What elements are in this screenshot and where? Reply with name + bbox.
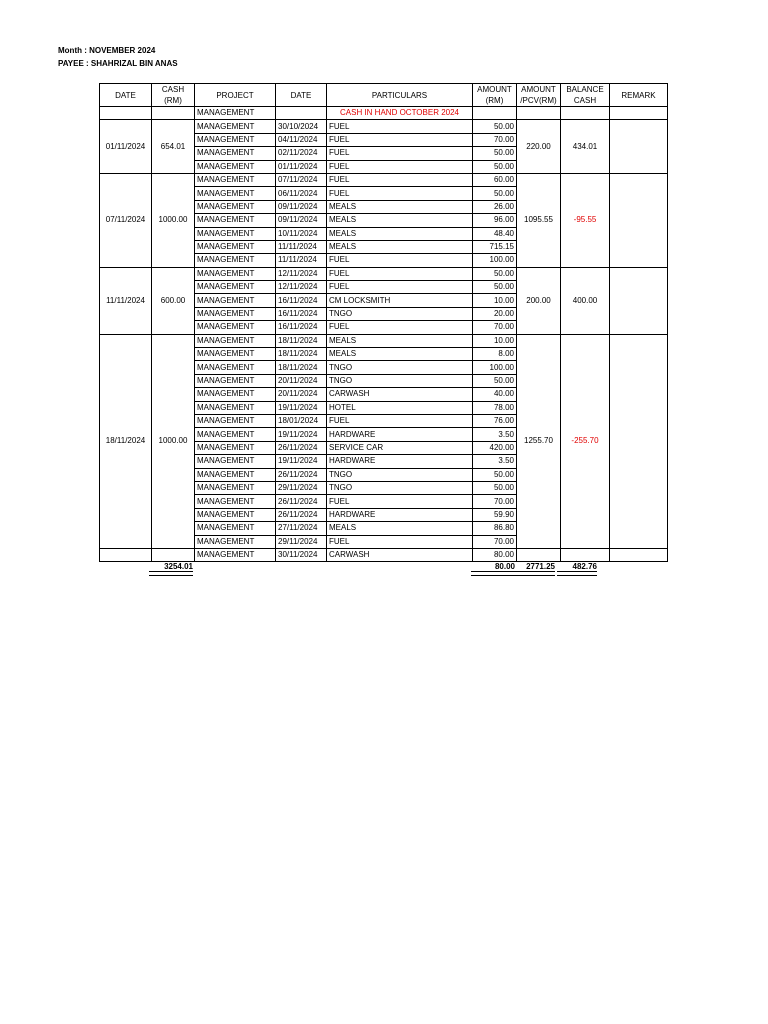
- group-pcv-cell: 200.00: [517, 267, 561, 334]
- balance-cell: [561, 107, 610, 120]
- remark-cell: [610, 548, 668, 561]
- project-cell: MANAGEMENT: [195, 374, 276, 387]
- pcv-cell: [517, 107, 561, 120]
- table-row: [100, 334, 668, 347]
- date2-cell: 04/11/2024: [276, 133, 327, 146]
- date2-cell: 18/11/2024: [276, 348, 327, 361]
- group-date-cell: 01/11/2024: [100, 120, 152, 174]
- amount-cell: 50.00: [473, 120, 517, 133]
- group-date-cell: 07/11/2024: [100, 173, 152, 267]
- pcv-cell: [517, 548, 561, 561]
- date2-cell: 09/11/2024: [276, 200, 327, 213]
- project-cell: MANAGEMENT: [195, 120, 276, 133]
- date2-cell: 11/11/2024: [276, 240, 327, 253]
- date2-cell: [276, 107, 327, 120]
- project-cell: MANAGEMENT: [195, 455, 276, 468]
- date2-cell: 29/11/2024: [276, 535, 327, 548]
- particulars-cell: HARDWARE: [327, 428, 473, 441]
- project-cell: MANAGEMENT: [195, 294, 276, 307]
- date2-cell: 06/11/2024: [276, 187, 327, 200]
- group-balance-cell: 434.01: [561, 120, 610, 174]
- amount-cell: [473, 107, 517, 120]
- amount-cell: 50.00: [473, 187, 517, 200]
- amount-cell: 50.00: [473, 468, 517, 481]
- project-cell: MANAGEMENT: [195, 160, 276, 173]
- particulars-cell: MEALS: [327, 227, 473, 240]
- particulars-cell: HARDWARE: [327, 508, 473, 521]
- particulars-cell: CM LOCKSMITH: [327, 294, 473, 307]
- date2-cell: 12/11/2024: [276, 267, 327, 280]
- amount-cell: 10.00: [473, 334, 517, 347]
- particulars-cell: MEALS: [327, 214, 473, 227]
- group-cash-cell: 1000.00: [152, 173, 195, 267]
- col-amount-pcv-header: AMOUNT /PCV(RM): [517, 84, 561, 107]
- project-cell: MANAGEMENT: [195, 468, 276, 481]
- project-cell: MANAGEMENT: [195, 281, 276, 294]
- amount-cell: 50.00: [473, 374, 517, 387]
- group-balance-cell: -255.70: [561, 334, 610, 548]
- project-cell: MANAGEMENT: [195, 522, 276, 535]
- amount-cell: 3.50: [473, 428, 517, 441]
- total-pcv: 2771.25: [515, 562, 555, 572]
- date2-cell: 26/11/2024: [276, 508, 327, 521]
- date2-cell: 19/11/2024: [276, 455, 327, 468]
- project-cell: MANAGEMENT: [195, 388, 276, 401]
- particulars-cell: CARWASH: [327, 388, 473, 401]
- col-balance-header: BALANCE CASH: [561, 84, 610, 107]
- table-row: [100, 548, 668, 561]
- date2-cell: 07/11/2024: [276, 173, 327, 186]
- amount-cell: 70.00: [473, 495, 517, 508]
- payee-label: PAYEE : SHAHRIZAL BIN ANAS: [58, 59, 178, 68]
- project-cell: MANAGEMENT: [195, 147, 276, 160]
- date-cell: [100, 107, 152, 120]
- particulars-cell: CASH IN HAND OCTOBER 2024: [327, 107, 473, 120]
- group-remark-cell: [610, 267, 668, 334]
- amount-cell: 96.00: [473, 214, 517, 227]
- amount-cell: 50.00: [473, 147, 517, 160]
- col-amount-header: AMOUNT (RM): [473, 84, 517, 107]
- date2-cell: 27/11/2024: [276, 522, 327, 535]
- project-cell: MANAGEMENT: [195, 441, 276, 454]
- date2-cell: 01/11/2024: [276, 160, 327, 173]
- particulars-cell: TNGO: [327, 468, 473, 481]
- particulars-cell: MEALS: [327, 240, 473, 253]
- amount-cell: 70.00: [473, 321, 517, 334]
- project-cell: MANAGEMENT: [195, 361, 276, 374]
- amount-cell: 78.00: [473, 401, 517, 414]
- project-cell: MANAGEMENT: [195, 401, 276, 414]
- date2-cell: 26/11/2024: [276, 441, 327, 454]
- table-row: [100, 107, 668, 120]
- project-cell: MANAGEMENT: [195, 535, 276, 548]
- particulars-cell: HARDWARE: [327, 455, 473, 468]
- project-cell: MANAGEMENT: [195, 214, 276, 227]
- particulars-cell: FUEL: [327, 414, 473, 427]
- date2-cell: 18/11/2024: [276, 361, 327, 374]
- group-pcv-cell: 1255.70: [517, 334, 561, 548]
- amount-cell: 50.00: [473, 281, 517, 294]
- group-balance-cell: -95.55: [561, 173, 610, 267]
- particulars-cell: TNGO: [327, 481, 473, 494]
- col-cash-header: CASH (RM): [152, 84, 195, 107]
- amount-cell: 3.50: [473, 455, 517, 468]
- date2-cell: 26/11/2024: [276, 495, 327, 508]
- particulars-cell: TNGO: [327, 307, 473, 320]
- particulars-cell: HOTEL: [327, 401, 473, 414]
- amount-cell: 70.00: [473, 535, 517, 548]
- date2-cell: 18/11/2024: [276, 334, 327, 347]
- project-cell: MANAGEMENT: [195, 254, 276, 267]
- group-balance-cell: 400.00: [561, 267, 610, 334]
- amount-cell: 8.00: [473, 348, 517, 361]
- amount-cell: 420.00: [473, 441, 517, 454]
- project-cell: MANAGEMENT: [195, 307, 276, 320]
- project-cell: MANAGEMENT: [195, 428, 276, 441]
- amount-cell: 59.90: [473, 508, 517, 521]
- particulars-cell: MEALS: [327, 522, 473, 535]
- date-cell: [100, 548, 152, 561]
- date2-cell: 16/11/2024: [276, 307, 327, 320]
- date2-cell: 12/11/2024: [276, 281, 327, 294]
- project-cell: MANAGEMENT: [195, 107, 276, 120]
- amount-cell: 10.00: [473, 294, 517, 307]
- header-row: [100, 84, 668, 107]
- date2-cell: 26/11/2024: [276, 468, 327, 481]
- total-cash: 3254.01: [149, 562, 193, 572]
- amount-cell: 86.80: [473, 522, 517, 535]
- particulars-cell: FUEL: [327, 321, 473, 334]
- amount-cell: 48.40: [473, 227, 517, 240]
- table-row: [100, 173, 668, 186]
- group-remark-cell: [610, 120, 668, 174]
- particulars-cell: MEALS: [327, 348, 473, 361]
- amount-cell: 100.00: [473, 254, 517, 267]
- date2-cell: 30/11/2024: [276, 548, 327, 561]
- particulars-cell: FUEL: [327, 267, 473, 280]
- amount-cell: 50.00: [473, 267, 517, 280]
- month-label: Month : NOVEMBER 2024: [58, 46, 156, 55]
- date2-cell: 20/11/2024: [276, 374, 327, 387]
- amount-cell: 60.00: [473, 173, 517, 186]
- particulars-cell: FUEL: [327, 133, 473, 146]
- group-date-cell: 18/11/2024: [100, 334, 152, 548]
- project-cell: MANAGEMENT: [195, 495, 276, 508]
- cash-cell: [152, 548, 195, 561]
- project-cell: MANAGEMENT: [195, 481, 276, 494]
- amount-cell: 76.00: [473, 414, 517, 427]
- group-pcv-cell: 220.00: [517, 120, 561, 174]
- col-remark-header: REMARK: [610, 84, 668, 107]
- project-cell: MANAGEMENT: [195, 348, 276, 361]
- project-cell: MANAGEMENT: [195, 173, 276, 186]
- particulars-cell: TNGO: [327, 361, 473, 374]
- particulars-cell: FUEL: [327, 535, 473, 548]
- project-cell: MANAGEMENT: [195, 240, 276, 253]
- project-cell: MANAGEMENT: [195, 414, 276, 427]
- project-cell: MANAGEMENT: [195, 187, 276, 200]
- particulars-cell: FUEL: [327, 187, 473, 200]
- amount-cell: 50.00: [473, 481, 517, 494]
- particulars-cell: TNGO: [327, 374, 473, 387]
- particulars-cell: FUEL: [327, 147, 473, 160]
- total-amount: 80.00: [471, 562, 515, 572]
- project-cell: MANAGEMENT: [195, 334, 276, 347]
- amount-cell: 80.00: [473, 548, 517, 561]
- date2-cell: 20/11/2024: [276, 388, 327, 401]
- particulars-cell: FUEL: [327, 495, 473, 508]
- date2-cell: 19/11/2024: [276, 428, 327, 441]
- particulars-cell: MEALS: [327, 200, 473, 213]
- particulars-cell: FUEL: [327, 281, 473, 294]
- date2-cell: 11/11/2024: [276, 254, 327, 267]
- date2-cell: 02/11/2024: [276, 147, 327, 160]
- date2-cell: 16/11/2024: [276, 294, 327, 307]
- table-row: [100, 120, 668, 133]
- particulars-cell: MEALS: [327, 334, 473, 347]
- project-cell: MANAGEMENT: [195, 133, 276, 146]
- amount-cell: 715.15: [473, 240, 517, 253]
- cash-cell: [152, 107, 195, 120]
- col-date2-header: DATE: [276, 84, 327, 107]
- amount-cell: 70.00: [473, 133, 517, 146]
- amount-cell: 50.00: [473, 160, 517, 173]
- col-project-header: PROJECT: [195, 84, 276, 107]
- project-cell: MANAGEMENT: [195, 508, 276, 521]
- group-cash-cell: 600.00: [152, 267, 195, 334]
- particulars-cell: CARWASH: [327, 548, 473, 561]
- balance-cell: [561, 548, 610, 561]
- date2-cell: 09/11/2024: [276, 214, 327, 227]
- project-cell: MANAGEMENT: [195, 200, 276, 213]
- particulars-cell: FUEL: [327, 173, 473, 186]
- project-cell: MANAGEMENT: [195, 321, 276, 334]
- particulars-cell: SERVICE CAR: [327, 441, 473, 454]
- project-cell: MANAGEMENT: [195, 548, 276, 561]
- group-pcv-cell: 1095.55: [517, 173, 561, 267]
- date2-cell: 18/01/2024: [276, 414, 327, 427]
- date2-cell: 29/11/2024: [276, 481, 327, 494]
- project-cell: MANAGEMENT: [195, 227, 276, 240]
- table-row: [100, 267, 668, 280]
- amount-cell: 20.00: [473, 307, 517, 320]
- project-cell: MANAGEMENT: [195, 267, 276, 280]
- group-cash-cell: 1000.00: [152, 334, 195, 548]
- table-body: [100, 107, 668, 562]
- group-remark-cell: [610, 173, 668, 267]
- col-particulars-header: PARTICULARS: [327, 84, 473, 107]
- total-balance: 482.76: [557, 562, 597, 572]
- date2-cell: 30/10/2024: [276, 120, 327, 133]
- amount-cell: 100.00: [473, 361, 517, 374]
- petty-cash-table: [99, 83, 668, 562]
- group-remark-cell: [610, 334, 668, 548]
- particulars-cell: FUEL: [327, 254, 473, 267]
- date2-cell: 19/11/2024: [276, 401, 327, 414]
- date2-cell: 16/11/2024: [276, 321, 327, 334]
- group-cash-cell: 654.01: [152, 120, 195, 174]
- amount-cell: 26.00: [473, 200, 517, 213]
- particulars-cell: FUEL: [327, 160, 473, 173]
- amount-cell: 40.00: [473, 388, 517, 401]
- remark-cell: [610, 107, 668, 120]
- col-date-header: DATE: [100, 84, 152, 107]
- group-date-cell: 11/11/2024: [100, 267, 152, 334]
- date2-cell: 10/11/2024: [276, 227, 327, 240]
- particulars-cell: FUEL: [327, 120, 473, 133]
